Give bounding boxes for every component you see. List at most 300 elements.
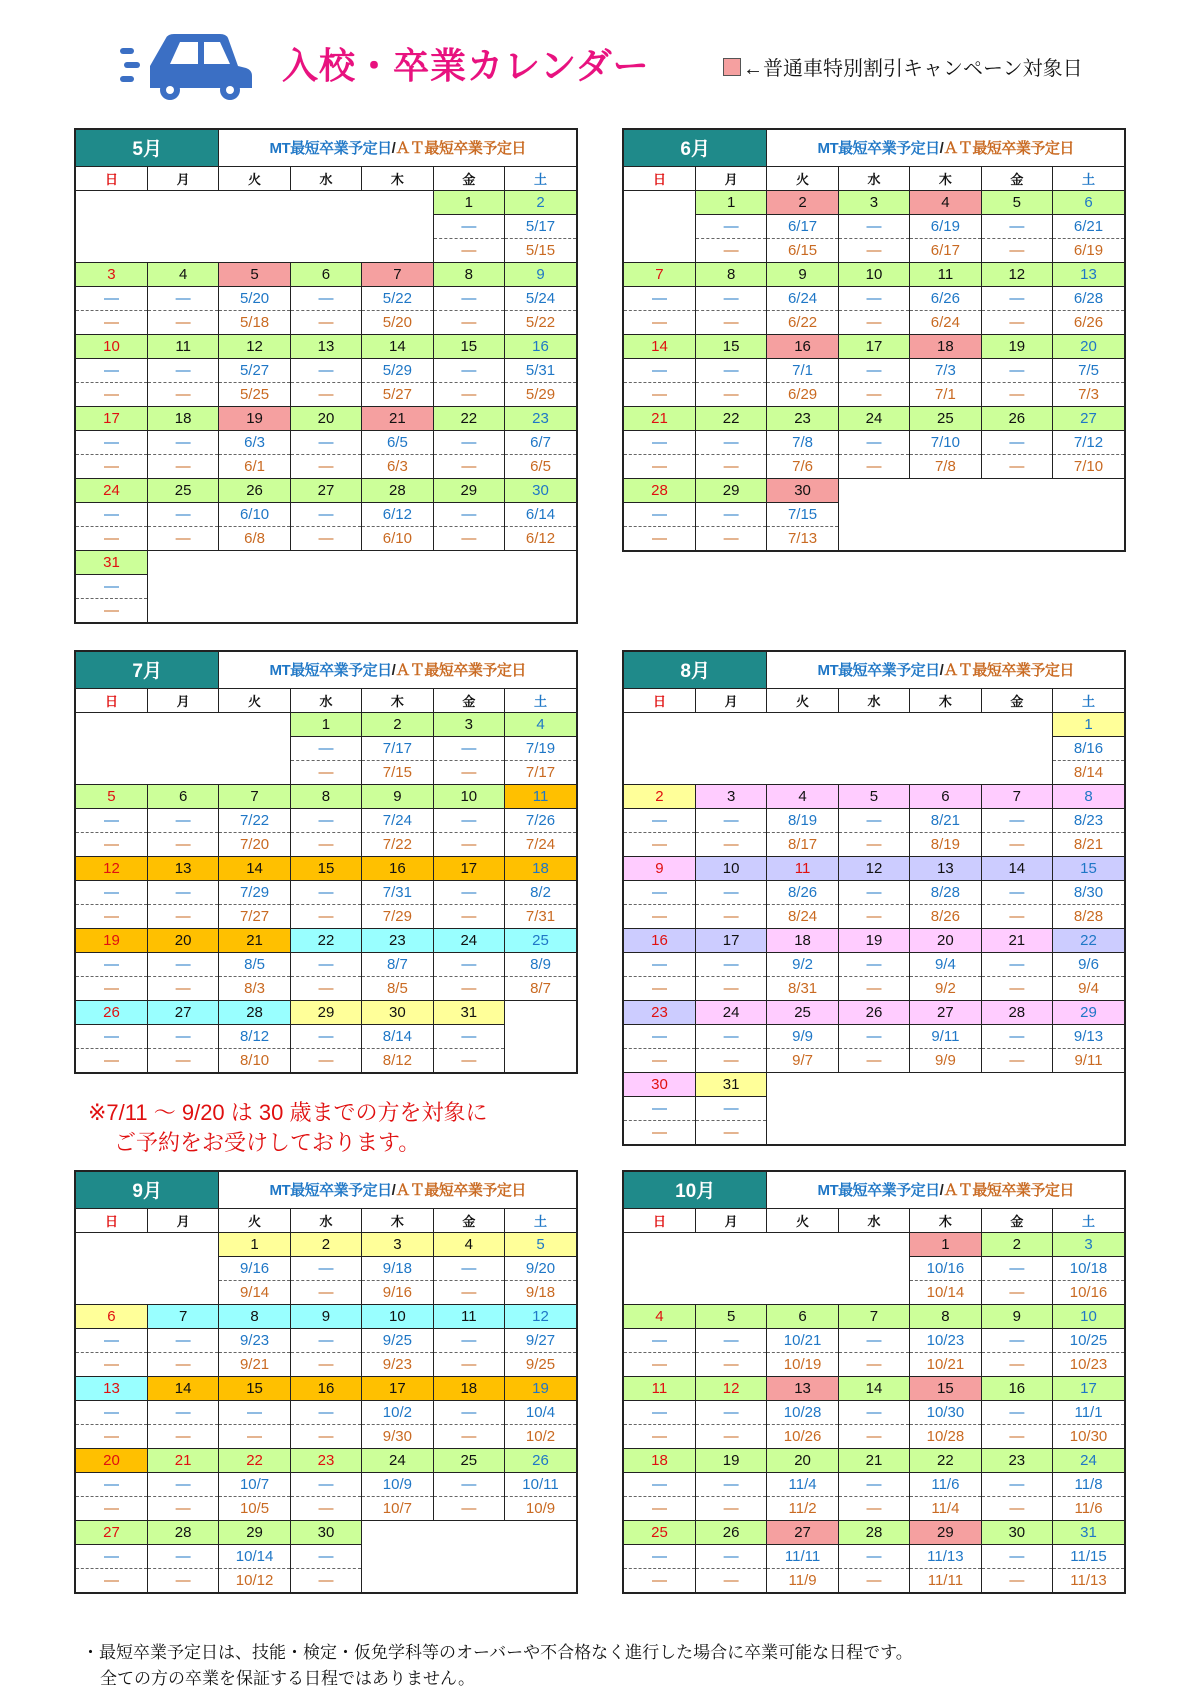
- at-date: —: [147, 976, 218, 1000]
- day-number: 18: [767, 928, 838, 952]
- mt-date: 7/12: [1053, 430, 1124, 454]
- week-row: [624, 1000, 1124, 1024]
- week-row: [76, 310, 576, 334]
- at-date: 10/5: [219, 1496, 290, 1520]
- empty-cell: [767, 1096, 838, 1120]
- day-number: 25: [624, 1520, 695, 1544]
- at-label: ＡＴ最短卒業予定日: [943, 140, 1074, 158]
- weekday-header: 水: [290, 1208, 361, 1232]
- mt-date: —: [290, 952, 361, 976]
- mt-date: —: [695, 1400, 766, 1424]
- week-row: [624, 1448, 1124, 1472]
- day-number: 20: [767, 1448, 838, 1472]
- weekday-header: 月: [147, 1208, 218, 1232]
- mt-date: 7/3: [910, 358, 981, 382]
- empty-cell: [1053, 478, 1124, 502]
- label-slash: /: [391, 140, 396, 158]
- mt-date: —: [695, 358, 766, 382]
- week-row: [624, 928, 1124, 952]
- weekday-header: 土: [505, 166, 576, 190]
- at-date: —: [838, 1568, 909, 1592]
- calendar-header: [76, 1172, 576, 1208]
- empty-cell: [505, 1544, 576, 1568]
- day-number: 7: [624, 262, 695, 286]
- calendar-table: [624, 1172, 1124, 1592]
- empty-cell: [219, 190, 290, 214]
- at-date: —: [624, 904, 695, 928]
- at-label: ＡＴ最短卒業予定日: [943, 662, 1074, 680]
- empty-cell: [767, 736, 838, 760]
- label-slash: /: [391, 1182, 396, 1200]
- day-number: 18: [910, 334, 981, 358]
- at-date: —: [695, 1352, 766, 1376]
- at-date: 7/3: [1053, 382, 1124, 406]
- calendar-july: [74, 650, 578, 1074]
- empty-cell: [624, 760, 695, 784]
- empty-cell: [910, 736, 981, 760]
- week-row: [624, 880, 1124, 904]
- empty-cell: [695, 760, 766, 784]
- at-date: 6/1: [219, 454, 290, 478]
- empty-cell: [838, 1096, 909, 1120]
- empty-cell: [981, 1096, 1052, 1120]
- at-date: —: [838, 1424, 909, 1448]
- week-row: [76, 550, 576, 574]
- mt-date: 6/5: [362, 430, 433, 454]
- week-row: [624, 1400, 1124, 1424]
- day-number: 5: [76, 784, 147, 808]
- at-date: —: [695, 976, 766, 1000]
- empty-cell: [147, 574, 218, 598]
- mt-date: 10/9: [362, 1472, 433, 1496]
- calendar-table: [76, 1172, 576, 1592]
- weekday-row: [76, 688, 576, 712]
- day-number: 28: [838, 1520, 909, 1544]
- day-number: 4: [147, 262, 218, 286]
- mt-date: —: [981, 1024, 1052, 1048]
- day-number: 21: [624, 406, 695, 430]
- empty-cell: [505, 598, 576, 622]
- empty-cell: [76, 238, 147, 262]
- empty-cell: [624, 712, 695, 736]
- day-number: 16: [362, 856, 433, 880]
- mt-date: —: [76, 1328, 147, 1352]
- day-number: 20: [290, 406, 361, 430]
- weekday-header: 月: [695, 688, 766, 712]
- mt-date: —: [981, 880, 1052, 904]
- mt-date: —: [695, 430, 766, 454]
- week-row: [76, 712, 576, 736]
- weekday-header: 木: [362, 1208, 433, 1232]
- at-date: 8/19: [910, 832, 981, 856]
- day-number: 3: [1053, 1232, 1124, 1256]
- at-date: —: [838, 238, 909, 262]
- at-date: —: [147, 1568, 218, 1592]
- mt-date: —: [838, 1024, 909, 1048]
- at-date: 6/5: [505, 454, 576, 478]
- mt-date: —: [76, 430, 147, 454]
- mt-date: 8/28: [910, 880, 981, 904]
- day-number: 28: [219, 1000, 290, 1024]
- day-number: 23: [981, 1448, 1052, 1472]
- day-number: 6: [290, 262, 361, 286]
- day-number: 10: [433, 784, 504, 808]
- mt-date: 8/5: [219, 952, 290, 976]
- day-number: 8: [290, 784, 361, 808]
- day-number: 17: [695, 928, 766, 952]
- day-number: 13: [1053, 262, 1124, 286]
- week-row: [624, 952, 1124, 976]
- empty-cell: [838, 1232, 909, 1256]
- mt-date: —: [981, 1256, 1052, 1280]
- week-row: [76, 1520, 576, 1544]
- empty-cell: [290, 190, 361, 214]
- week-row: [76, 832, 576, 856]
- month-label: 9月: [76, 1172, 219, 1208]
- day-number: 13: [147, 856, 218, 880]
- week-row: [76, 1280, 576, 1304]
- empty-cell: [838, 760, 909, 784]
- empty-cell: [362, 550, 433, 574]
- day-number: 26: [76, 1000, 147, 1024]
- week-row: [76, 574, 576, 598]
- week-row: [76, 214, 576, 238]
- empty-cell: [767, 1232, 838, 1256]
- day-number: 11: [910, 262, 981, 286]
- empty-cell: [767, 1280, 838, 1304]
- week-row: [624, 808, 1124, 832]
- empty-cell: [981, 1072, 1052, 1096]
- week-row: [624, 430, 1124, 454]
- empty-cell: [1053, 526, 1124, 550]
- week-row: [624, 214, 1124, 238]
- at-date: —: [290, 976, 361, 1000]
- empty-cell: [505, 1568, 576, 1592]
- empty-cell: [910, 1096, 981, 1120]
- day-number: 11: [624, 1376, 695, 1400]
- mt-date: 11/15: [1053, 1544, 1124, 1568]
- footnote-line1: ・最短卒業予定日は、技能・検定・仮免学科等のオーバーや不合格なく進行した場合に卒業可能な日程です。: [82, 1643, 913, 1662]
- weekday-header: 火: [219, 688, 290, 712]
- day-number: 25: [505, 928, 576, 952]
- empty-cell: [76, 736, 147, 760]
- weekday-header: 金: [433, 166, 504, 190]
- weekday-row: [624, 688, 1124, 712]
- at-date: —: [76, 454, 147, 478]
- empty-cell: [362, 238, 433, 262]
- mt-date: —: [433, 736, 504, 760]
- at-date: —: [695, 1424, 766, 1448]
- day-number: 23: [624, 1000, 695, 1024]
- mt-date: —: [76, 1544, 147, 1568]
- day-number: 17: [1053, 1376, 1124, 1400]
- day-number: 20: [147, 928, 218, 952]
- at-date: 9/14: [219, 1280, 290, 1304]
- at-date: —: [76, 904, 147, 928]
- week-row: [76, 784, 576, 808]
- empty-cell: [910, 502, 981, 526]
- at-date: —: [981, 1424, 1052, 1448]
- empty-cell: [838, 478, 909, 502]
- mt-date: —: [433, 1256, 504, 1280]
- at-date: —: [695, 238, 766, 262]
- day-number: 24: [838, 406, 909, 430]
- at-date: —: [147, 526, 218, 550]
- day-number: 7: [838, 1304, 909, 1328]
- at-date: —: [838, 832, 909, 856]
- mt-date: 8/7: [362, 952, 433, 976]
- mt-date: —: [76, 358, 147, 382]
- weekday-header: 日: [624, 688, 695, 712]
- week-row: [624, 238, 1124, 262]
- day-number: 26: [695, 1520, 766, 1544]
- at-date: 7/27: [219, 904, 290, 928]
- month-label: 6月: [624, 130, 767, 166]
- campaign-swatch: [723, 58, 741, 76]
- weekday-header: 火: [767, 1208, 838, 1232]
- mt-date: —: [838, 952, 909, 976]
- at-date: 6/17: [910, 238, 981, 262]
- at-date: 9/7: [767, 1048, 838, 1072]
- empty-cell: [767, 712, 838, 736]
- mt-date: 10/14: [219, 1544, 290, 1568]
- at-date: —: [624, 454, 695, 478]
- day-number: 8: [433, 262, 504, 286]
- day-number: 30: [767, 478, 838, 502]
- mt-date: 9/11: [910, 1024, 981, 1048]
- week-row: [624, 856, 1124, 880]
- mt-date: 8/23: [1053, 808, 1124, 832]
- mt-date: —: [624, 1544, 695, 1568]
- weekday-header: 月: [147, 166, 218, 190]
- day-number: 5: [695, 1304, 766, 1328]
- at-date: 9/23: [362, 1352, 433, 1376]
- day-number: 18: [505, 856, 576, 880]
- mt-date: 9/6: [1053, 952, 1124, 976]
- graduation-label: [219, 1172, 576, 1208]
- mt-date: —: [624, 1328, 695, 1352]
- at-date: 11/9: [767, 1568, 838, 1592]
- mt-date: 11/13: [910, 1544, 981, 1568]
- empty-cell: [433, 1520, 504, 1544]
- mt-date: —: [981, 1544, 1052, 1568]
- day-number: 17: [362, 1376, 433, 1400]
- mt-date: 10/30: [910, 1400, 981, 1424]
- day-number: 4: [767, 784, 838, 808]
- empty-cell: [219, 574, 290, 598]
- mt-date: —: [290, 1328, 361, 1352]
- mt-date: —: [695, 214, 766, 238]
- week-row: [624, 334, 1124, 358]
- at-date: —: [981, 976, 1052, 1000]
- mt-date: —: [76, 808, 147, 832]
- mt-date: —: [695, 1096, 766, 1120]
- weekday-header: 木: [362, 688, 433, 712]
- day-number: 13: [767, 1376, 838, 1400]
- mt-date: 5/17: [505, 214, 576, 238]
- day-number: 9: [767, 262, 838, 286]
- mt-date: —: [981, 1400, 1052, 1424]
- footnote: [82, 1640, 913, 1692]
- week-row: [76, 1496, 576, 1520]
- empty-cell: [505, 550, 576, 574]
- at-date: —: [76, 526, 147, 550]
- week-row: [624, 1352, 1124, 1376]
- empty-cell: [147, 190, 218, 214]
- week-row: [624, 736, 1124, 760]
- week-row: [624, 526, 1124, 550]
- mt-date: 8/2: [505, 880, 576, 904]
- mt-date: 7/29: [219, 880, 290, 904]
- day-number: 22: [695, 406, 766, 430]
- day-number: 23: [290, 1448, 361, 1472]
- week-row: [624, 976, 1124, 1000]
- mt-date: —: [624, 358, 695, 382]
- mt-date: —: [290, 1400, 361, 1424]
- at-date: —: [433, 904, 504, 928]
- day-number: 25: [910, 406, 981, 430]
- label-slash: /: [939, 1182, 944, 1200]
- calendar-header: [76, 652, 576, 688]
- at-date: —: [433, 382, 504, 406]
- at-date: 6/10: [362, 526, 433, 550]
- mt-date: —: [76, 880, 147, 904]
- at-date: —: [624, 1424, 695, 1448]
- day-number: 30: [362, 1000, 433, 1024]
- mt-date: 7/15: [767, 502, 838, 526]
- weekday-header: 木: [362, 166, 433, 190]
- mt-label: MT最短卒業予定日: [817, 1182, 940, 1200]
- mt-date: —: [290, 1256, 361, 1280]
- week-row: [624, 904, 1124, 928]
- mt-date: —: [147, 880, 218, 904]
- empty-cell: [981, 502, 1052, 526]
- day-number: 7: [219, 784, 290, 808]
- month-label: 10月: [624, 1172, 767, 1208]
- empty-cell: [910, 1072, 981, 1096]
- mt-date: —: [147, 286, 218, 310]
- day-number: 25: [767, 1000, 838, 1024]
- day-number: 19: [76, 928, 147, 952]
- at-date: 9/16: [362, 1280, 433, 1304]
- at-date: —: [76, 976, 147, 1000]
- week-row: [624, 1096, 1124, 1120]
- mt-date: 6/7: [505, 430, 576, 454]
- day-number: 26: [505, 1448, 576, 1472]
- day-number: 16: [767, 334, 838, 358]
- week-row: [76, 1352, 576, 1376]
- mt-date: —: [695, 1472, 766, 1496]
- mt-date: —: [433, 1400, 504, 1424]
- mt-date: —: [981, 808, 1052, 832]
- mt-date: —: [290, 736, 361, 760]
- at-date: —: [290, 1568, 361, 1592]
- mt-label: MT最短卒業予定日: [269, 1182, 392, 1200]
- mt-date: —: [147, 502, 218, 526]
- mt-date: 7/24: [362, 808, 433, 832]
- week-row: [624, 1304, 1124, 1328]
- day-number: 10: [76, 334, 147, 358]
- at-date: —: [695, 1496, 766, 1520]
- empty-cell: [219, 760, 290, 784]
- at-date: 11/13: [1053, 1568, 1124, 1592]
- empty-cell: [981, 760, 1052, 784]
- day-number: 13: [76, 1376, 147, 1400]
- mt-date: —: [838, 214, 909, 238]
- mt-date: —: [624, 1024, 695, 1048]
- empty-cell: [433, 598, 504, 622]
- week-row: [624, 406, 1124, 430]
- at-date: —: [76, 1496, 147, 1520]
- week-row: [624, 1376, 1124, 1400]
- day-number: 24: [362, 1448, 433, 1472]
- at-date: —: [695, 526, 766, 550]
- week-row: [76, 358, 576, 382]
- day-number: 24: [1053, 1448, 1124, 1472]
- mt-date: 7/5: [1053, 358, 1124, 382]
- week-row: [624, 1496, 1124, 1520]
- mt-date: 9/25: [362, 1328, 433, 1352]
- weekday-header: 月: [695, 166, 766, 190]
- empty-cell: [910, 712, 981, 736]
- day-number: 16: [290, 1376, 361, 1400]
- empty-cell: [76, 1280, 147, 1304]
- day-number: 28: [981, 1000, 1052, 1024]
- empty-cell: [505, 1000, 576, 1024]
- mt-date: —: [433, 214, 504, 238]
- week-row: [624, 454, 1124, 478]
- week-row: [624, 832, 1124, 856]
- at-date: —: [624, 1496, 695, 1520]
- empty-cell: [910, 1120, 981, 1144]
- mt-date: 6/28: [1053, 286, 1124, 310]
- day-number: 5: [981, 190, 1052, 214]
- day-number: 9: [981, 1304, 1052, 1328]
- at-date: —: [433, 832, 504, 856]
- at-date: 7/15: [362, 760, 433, 784]
- mt-date: —: [147, 1472, 218, 1496]
- at-date: —: [695, 1120, 766, 1144]
- day-number: 4: [433, 1232, 504, 1256]
- day-number: 11: [767, 856, 838, 880]
- mt-date: 11/1: [1053, 1400, 1124, 1424]
- weekday-header: 木: [910, 166, 981, 190]
- day-number: 4: [910, 190, 981, 214]
- empty-cell: [767, 760, 838, 784]
- day-number: 22: [433, 406, 504, 430]
- empty-cell: [767, 1072, 838, 1096]
- day-number: 27: [1053, 406, 1124, 430]
- graduation-label: [219, 130, 576, 166]
- empty-cell: [362, 214, 433, 238]
- week-row: [624, 760, 1124, 784]
- mt-date: —: [433, 952, 504, 976]
- week-row: [76, 1256, 576, 1280]
- at-date: —: [624, 1352, 695, 1376]
- at-date: —: [147, 1352, 218, 1376]
- day-number: 12: [76, 856, 147, 880]
- mt-label: MT最短卒業予定日: [269, 140, 392, 158]
- empty-cell: [838, 1256, 909, 1280]
- calendar-header: [624, 1172, 1124, 1208]
- calendar-table: [76, 130, 576, 622]
- day-number: 8: [219, 1304, 290, 1328]
- weekday-header: 金: [433, 688, 504, 712]
- at-date: 8/21: [1053, 832, 1124, 856]
- day-number: 29: [1053, 1000, 1124, 1024]
- mt-date: 8/14: [362, 1024, 433, 1048]
- day-number: 4: [505, 712, 576, 736]
